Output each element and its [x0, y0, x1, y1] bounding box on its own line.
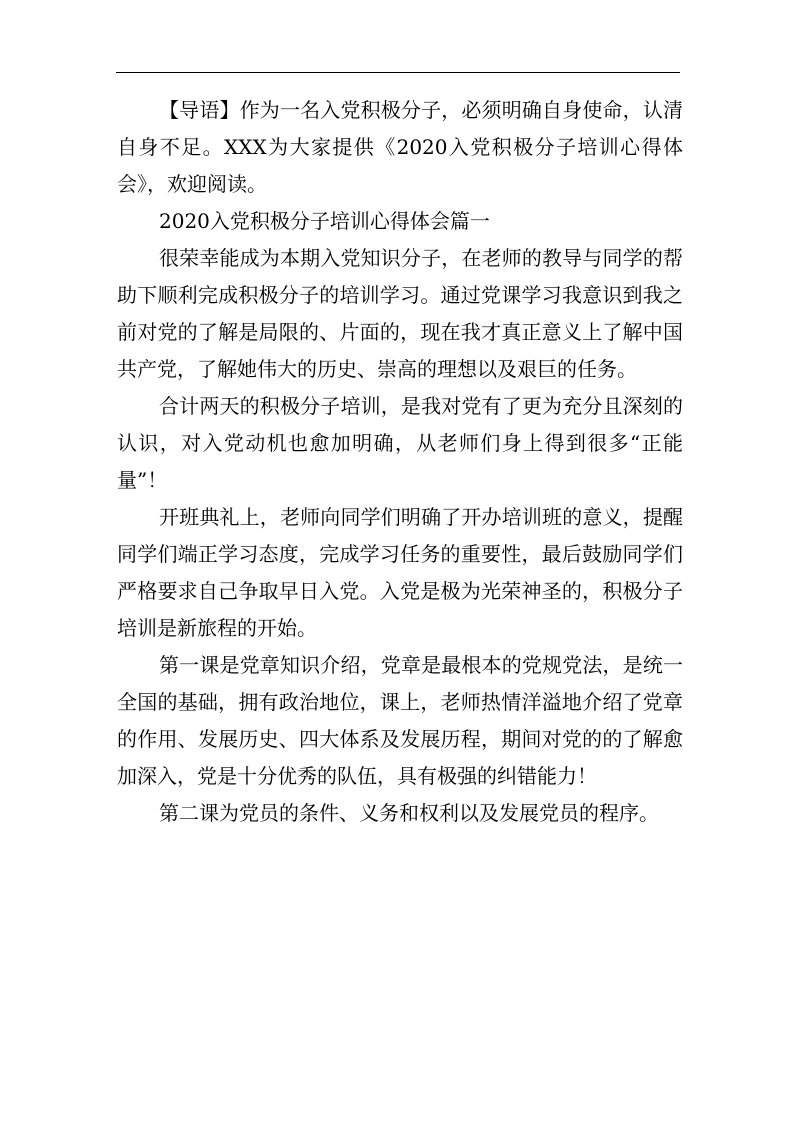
body-paragraph: 第二课为党员的条件、义务和权利以及发展党员的程序。 [159, 801, 659, 825]
section-heading: 2020入党积极分子培训心得体会篇一 [159, 209, 490, 233]
body-paragraph: 开班典礼上，老师向同学们明确了开办培训班的意义，提醒同学们端正学习态度，完成学习任务的重要性，最后鼓励同学们严格要求自己争取早日入党。入党是极为光荣神圣的，积极分子培训是新旅程的开始。 [117, 505, 683, 640]
document-body [117, 92, 683, 832]
body-paragraph: 第一课是党章知识介绍，党章是最根本的党规党法，是统一全国的基础，拥有政治地位，课上，老师热情洋溢地介绍了党章的作用、发展历史、四大体系及发展历程，期间对党的的了解愈加深入，党是十分优秀的队伍，具有极强的纠错能力！ [117, 653, 683, 788]
body-paragraph: 合计两天的积极分子培训，是我对党有了更为充分且深刻的认识，对入党动机也愈加明确，从老师们身上得到很多“正能量”！ [117, 394, 683, 492]
body-paragraph: 很荣幸能成为本期入党知识分子，在老师的教导与同学的帮助下顺利完成积极分子的培训学习。通过党课学习我意识到我之前对党的了解是局限的、片面的，现在我才真正意义上了解中国共产党，了解她伟大的历史、崇高的理想以及艰巨的任务。 [117, 246, 683, 381]
header-rule [116, 72, 680, 73]
intro-paragraph: 【导语】作为一名入党积极分子，必须明确自身使命，认清自身不足。XXX为大家提供《2020入党积极分子培训心得体会》，欢迎阅读。 [117, 98, 683, 196]
